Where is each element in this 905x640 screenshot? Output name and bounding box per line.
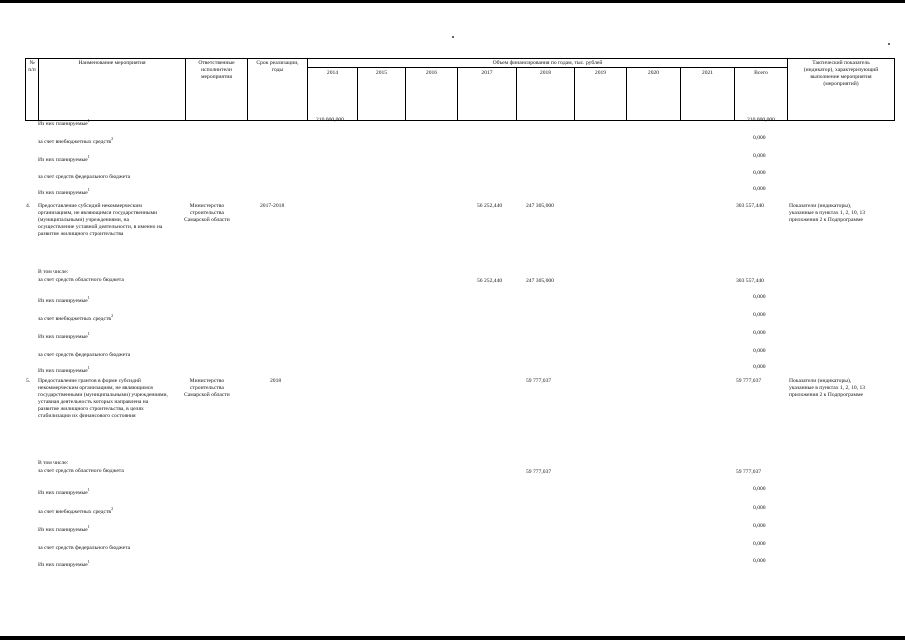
item-5-responsible: Министерство строительства Самарской области [184,378,230,398]
item-4-indicator: Показатели (индикаторы), указанные в пунктах 1, 2, 10, 13 приложения 2 к Подпрограмме [789,203,866,223]
scan-speck [888,43,890,45]
item-5-2018: 59 777,037 [526,378,552,384]
row-label: за счет внебюджетных средств$^2$ [38,506,114,515]
item-4-period: 2017-2018 [260,203,285,209]
col-responsible-header: Ответственные исполнители мероприятия [198,60,235,80]
row-label: Из них планируемые$^1$ [38,118,90,127]
cell-total: 0,000 [753,486,766,492]
item-5-number: 5. [26,378,31,384]
top-scan-border [0,0,905,3]
year-2019-header: 2019 [594,70,607,76]
year-2018-header: 2018 [539,70,552,76]
item-4-oblast-label: за счет средств областного бюджета [38,277,124,283]
item-4-responsible: Министерство строительства Самарской области [184,203,230,223]
total-header: Всего [754,70,768,76]
row-label: за счет внебюджетных средств$^2$ [38,313,114,322]
cell-total: 0,000 [753,364,766,370]
row-label: Из них планируемые$^1$ [38,187,90,196]
item-4-2017: 56 252,440 [477,203,503,209]
cell-total: 0,000 [753,186,766,192]
row-label: за счет средств федерального бюджета [38,544,131,551]
col-financing-header: Объем финансирования по годам, тыс. рублей [492,60,603,66]
year-2020-header: 2020 [647,70,660,76]
item-5-indicator: Показатели (индикаторы), указанные в пунктах 1, 2, 10, 13 приложения 2 к Подпрограмме [789,378,866,398]
col-indicator-header: Тактический показатель (индикатор), характеризующий выполнение мероприятия (мероприятий) [803,60,879,87]
item-5-total: 59 777,037 [736,378,762,384]
cell-total: 0,000 [753,523,766,529]
item-5-period: 2018 [270,378,282,384]
row-label: за счет средств федерального бюджета [38,173,131,180]
col-name-header: Наименование мероприятия [78,60,146,66]
table-header [25,58,895,121]
item-4-oblast-2018: 247 305,000 [526,278,554,284]
item-4-2018: 247 305,000 [526,203,554,209]
cell-2014: 210 000,000 [316,117,344,123]
item-4-oblast-2017: 56 252,440 [477,278,503,284]
item-5-oblast-label: за счет средств областного бюджета [38,468,124,474]
cell-total: 0,000 [753,348,766,354]
year-2021-header: 2021 [701,70,714,76]
row-label: Из них планируемые$^1$ [38,524,90,533]
row-label: Из них планируемые$^1$ [38,365,90,374]
item-4-name: Предоставление субсидий некоммерческим организациям, не являющимся государственными (муниципальными) учреждениями, на осуществление уставной деятельности, в именно на развитие жилищного строительства [38,203,163,237]
cell-total: 0,000 [753,294,766,300]
cell-total: 0,000 [753,170,766,176]
row-label: Из них планируемые$^1$ [38,154,90,163]
col-period-header: Срок реализации, годы [256,60,299,73]
cell-total: 0,000 [753,558,766,564]
cell-total: 0,000 [753,153,766,159]
item-4-incl-label: В том числе: [38,269,69,275]
row-label: за счет внебюджетных средств$^2$ [38,136,114,145]
year-2017-header: 2017 [481,70,493,76]
row-label: Из них планируемые$^1$ [38,559,90,568]
row-label: Из них планируемые$^1$ [38,295,90,304]
year-2014-header: 2014 [326,70,339,76]
item-4-number: 4. [26,203,31,209]
bottom-scan-border [0,636,905,640]
item-5-incl-label: В том числе: [38,460,69,466]
cell-total: 0,000 [753,135,766,141]
cell-total: 210 000,000 [747,117,775,123]
row-label: Из них планируемые$^1$ [38,487,90,496]
cell-total: 0,000 [753,312,766,318]
cell-total: 0,000 [753,505,766,511]
item-5-name: Предоставление грантов в форме субсидий некоммерческим организациям, не являющимся государственными (муниципальными) учреждениями, уставная деятельность которых направлена на развитие жилищного строительства, в целях стабилизации их финансового состояния [38,378,168,419]
row-label: за счет средств федерального бюджета [38,351,131,358]
item-4-total: 303 557,440 [736,203,764,209]
item-4-oblast-total: 303 557,440 [736,278,764,284]
year-2015-header: 2015 [375,70,388,76]
item-5-oblast-2018: 59 777,037 [526,469,552,475]
row-label: Из них планируемые$^1$ [38,331,90,340]
year-2016-header: 2016 [425,70,438,76]
scan-speck [452,36,454,38]
col-num-header: № п/п [28,60,36,73]
cell-total: 0,000 [753,330,766,336]
item-5-oblast-total: 59 777,037 [736,469,762,475]
cell-total: 0,000 [753,541,766,547]
